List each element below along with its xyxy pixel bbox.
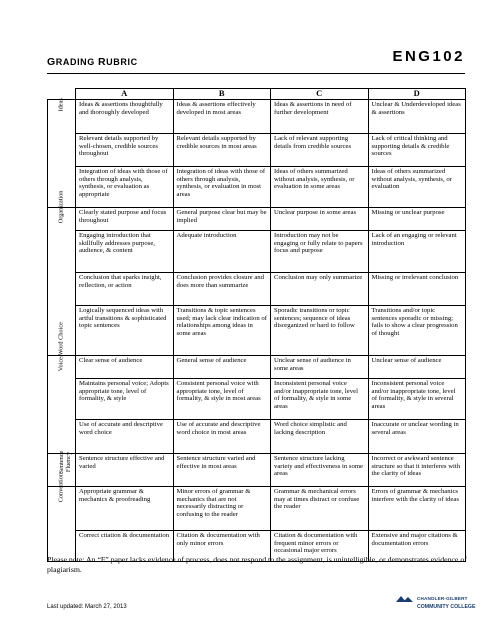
rubric-cell: Ideas & assertions in need of further development [271,100,369,134]
rubric-cell: Citation & documentation with frequent minor errors or occasional major errors [271,531,369,562]
rubric-cell: Errors of grammar & mechanics interfere with the clarity of ideas [368,487,466,531]
rubric-cell: Ideas & assertions thoughtfully and thoroughly developed [76,100,174,134]
rubric-cell: Citation & documentation with only minor errors [173,531,271,562]
rubric-cell: Correct citation & documentation [76,531,174,562]
rubric-cell: Missing or irrelevant conclusion [368,273,466,306]
rubric-cell: Unclear sense of audience [368,356,466,379]
rubric-cell: Clearly stated purpose and focus throughout [76,208,174,231]
rubric-cell: Transitions & topic sentences used; may lack clear indication of relationships among ideas in some areas [173,306,271,356]
rubric-cell: Clear sense of audience [76,356,174,379]
rubric-cell: Engaging introduction that skillfully addresses purpose, audience, & content [76,231,174,273]
rubric-cell: Introduction may not be engaging or fully relate to papers focus and purpose [271,231,369,273]
column-header-b: B [173,89,271,100]
table-row [48,356,466,379]
rubric-cell: Word choice simplistic and lacking description [271,420,369,454]
rubric-cell: Logically sequenced ideas with artful transitions & sophisticated topic sentences [76,306,174,356]
rubric-cell: Inaccurate or unclear wording in several areas [368,420,466,454]
column-header-d: D [368,89,466,100]
column-header-a: A [76,89,174,100]
category-voice-word-choice: Voice/Word Choice [48,356,76,454]
rubric-cell: Unclear & Underdeveloped ideas & assertions [368,100,466,134]
table-row [48,208,466,231]
column-header-c: C [271,89,369,100]
rubric-cell: Missing or unclear purpose [368,208,466,231]
table-row [48,100,466,134]
rubric-cell: Sentence structure varied and effective in most areas [173,454,271,487]
college-logo [395,593,476,619]
rubric-cell: Relevant details supported by credible sources in most areas [173,134,271,167]
rubric-cell: Conclusion provides closure and does more than summarize [173,273,271,306]
rubric-cell: Sentence structure lacking variety and effectiveness in some areas [271,454,369,487]
rubric-cell: Extensive and major citations & documentation errors [368,531,466,562]
table-row [48,306,466,356]
rubric-cell: Appropriate grammar & mechanics & proofreading [76,487,174,531]
footnote: Please note: An “F” paper lacks evidence of process, does not respond to the assignment, is unintelligible, or demonstrates evidence of plagiarism. [47,555,467,574]
rubric-cell: Minor errors of grammar & mechanics that are not necessarily distracting or confusing to the reader [173,487,271,531]
last-updated: Last updated: March 27, 2013 [47,604,127,610]
rubric-cell: Lack of critical thinking and supporting details & credible sources [368,134,466,167]
rubric-cell: Sentence structure effective and varied [76,454,174,487]
table-row [48,420,466,454]
rubric-cell: Ideas of others summarized without analysis, synthesis, or evaluation [368,167,466,208]
rubric-cell: General sense of audience [173,356,271,379]
category-ideas: Ideas [48,100,76,208]
rubric-cell: Integration of ideas with those of others through analysis, synthesis, or evaluation as appropriate [76,167,174,208]
rubric-cell: Ideas of others summarized without analysis, synthesis, or evaluation in some areas [271,167,369,208]
rubric-cell: Unclear sense of audience in some areas [271,356,369,379]
rubric-cell: Ideas & assertions effectively developed in most areas [173,100,271,134]
table-row [48,487,466,531]
rubric-cell: Inconsistent personal voice and/or inappropriate tone, level of formality, & style in several areas [368,379,466,420]
rubric-cell: Use of accurate and descriptive word choice [76,420,174,454]
table-row [48,454,466,487]
rubric-cell: Lack of an engaging or relevant introduction [368,231,466,273]
rubric-cell: Transitions and/or topic sentences sporadic or missing; fails to show a clear progression of thought [368,306,466,356]
rubric-cell: Sporadic transitions or topic sentences; sequence of ideas disorganized or hard to follow [271,306,369,356]
grading-rubric-title: GRADING RUBRIC [47,56,138,68]
rubric-cell: Consistent personal voice with appropriate tone, level of formality, & style in most areas [173,379,271,420]
page-header [47,48,465,72]
table-row [48,273,466,306]
table-row [48,379,466,420]
rubric-cell: Inconsistent personal voice and/or inappropriate tone, level of formality, & style in some areas [271,379,369,420]
rubric-cell: Conclusion that sparks insight, reflection, or action [76,273,174,306]
rubric-cell: Lack of relevant supporting details from credible sources [271,134,369,167]
rubric-cell: Grammar & mechanical errors may at times distract or confuse the reader [271,487,369,531]
rubric-cell: Unclear purpose in some areas [271,208,369,231]
rubric-cell: Incorrect or awkward sentence structure so that it interferes with the clarity of ideas [368,454,466,487]
table-row [48,167,466,208]
rubric-cell: Maintains personal voice; Adopts appropriate tone, level of formality, & style [76,379,174,420]
course-code: ENG102 [392,48,465,65]
category-sentence-fluency: Sentence Fluency [48,454,76,487]
college-logo-mark-icon [395,595,419,603]
rubric-table [47,88,466,562]
rubric-cell: Adequate introduction [173,231,271,273]
category-convention: Convention [48,487,76,562]
rubric-cell: Conclusion may only summarize [271,273,369,306]
header-divider [47,73,465,74]
category-organization: Organization [48,208,76,356]
rubric-cell: Integration of ideas with those of others through analysis, synthesis, or evaluation in most areas [173,167,271,208]
table-row [48,134,466,167]
logo-line-2: COMMUNITY COLLEGE [417,604,476,610]
table-row [48,231,466,273]
logo-line-1: CHANDLER-GILBERT [417,596,468,601]
rubric-cell: Use of accurate and descriptive word choice in most areas [173,420,271,454]
rubric-cell: Relevant details supported by well-chosen, credible sources throughout [76,134,174,167]
column-header-row [48,89,466,100]
rubric-cell: General purpose clear but may be implied [173,208,271,231]
